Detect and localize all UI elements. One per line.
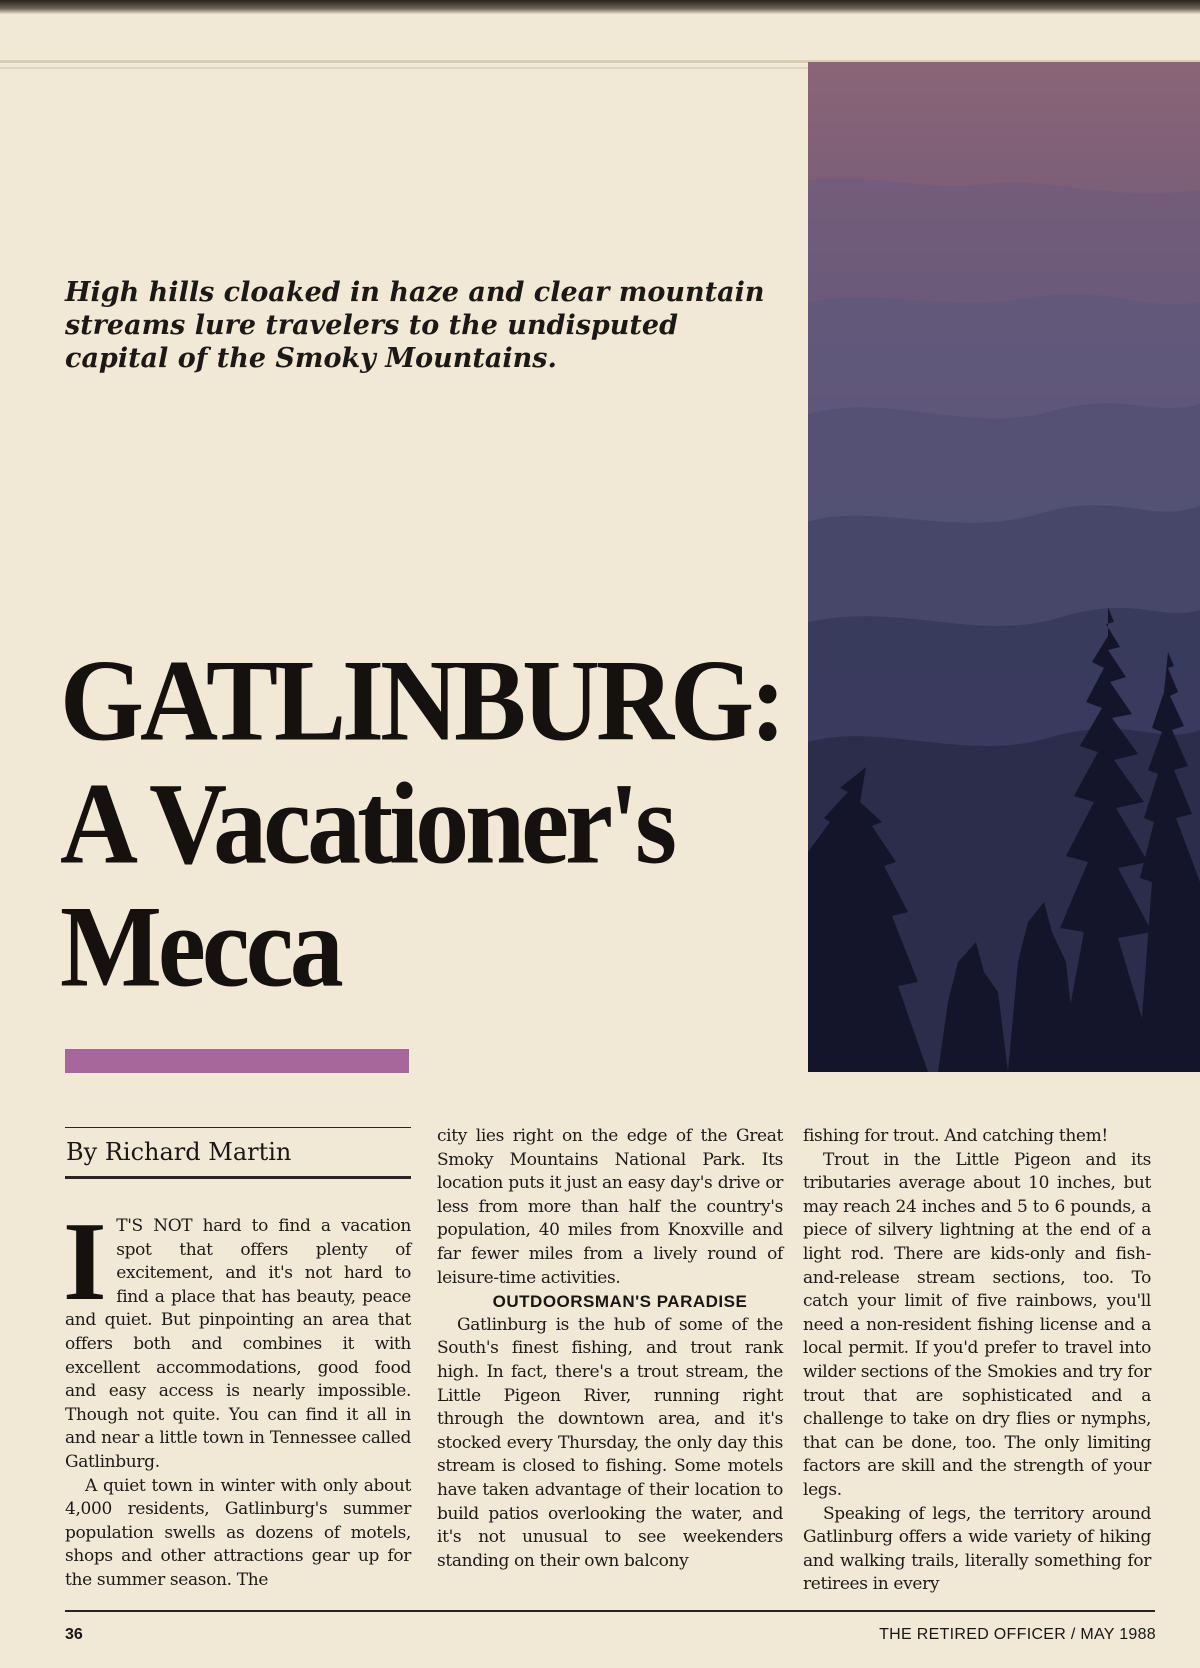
mountain-ridges-illustration	[808, 62, 1200, 1072]
section-subhead: OUTDOORSMAN'S PARADISE	[492, 1292, 748, 1312]
body-column-2	[437, 1125, 783, 1573]
headline-line-2: A Vacationer's	[60, 759, 674, 889]
page-number: 36	[65, 1626, 83, 1643]
scan-edge-shadow	[0, 0, 1200, 14]
footer-rule	[65, 1610, 1155, 1612]
paragraph-1-text: T'S NOT hard to find a vacation spot that offers plenty of excitement, and it's not hard to find a place that has beauty, peace and quiet. But pinpointing an area that offers both and combines it with excellent accommodations, good food and easy access is nearly impossible. Though not quite. You can find it all in and near a little town in Tennessee called Gatlinburg.	[65, 1216, 411, 1472]
headline-line-1: GATLINBURG:	[60, 636, 783, 766]
running-footer: THE RETIRED OFFICER / MAY 1988	[879, 1626, 1156, 1643]
paragraph-3-continued: fishing for trout. And catching them!	[803, 1126, 1108, 1146]
drop-cap: I	[63, 1200, 107, 1324]
article-headline	[60, 636, 800, 1012]
byline-bottom-rule	[65, 1176, 411, 1179]
body-column-1	[63, 1200, 411, 1593]
paragraph-2-continued: city lies right on the edge of the Great Smoky Mountains National Park. Its location puts it just an easy day's drive or less from more than half the country's population, 40 miles from Knoxville and far fewer miles from a lively round of leisure-time activities.	[437, 1126, 783, 1288]
byline-top-rule	[65, 1127, 411, 1128]
byline: By Richard Martin	[66, 1138, 292, 1166]
smoky-mountains-photo	[808, 62, 1200, 1072]
paragraph-1	[63, 1200, 411, 1475]
paragraph-5: Speaking of legs, the territory around Gatlinburg offers a wide variety of hiking and walking trails, literally something for retirees in every	[803, 1503, 1151, 1595]
headline-accent-bar	[65, 1049, 409, 1073]
headline-line-3: Mecca	[60, 883, 340, 1012]
body-column-3	[803, 1125, 1151, 1597]
paragraph-4: Trout in the Little Pigeon and its tributaries average about 10 inches, but may reach 24 inches and 5 to 6 pounds, a piece of silvery lightning at the end of a light rod. There are kids-only and fish-and-release stream sections, too. To catch your limit of five rainbows, you'll need a non-resident fishing license and a local permit. If you'd prefer to travel into wilder sections of the Smokies and try for trout that are sophisticated and a challenge to take on dry flies or nymphs, that can be done, too. The only limiting factors are skill and the strength of your legs.	[803, 1149, 1151, 1500]
article-deck: High hills cloaked in haze and clear mountain streams lure travelers to the undisputed capital of the Smoky Mountains.	[65, 277, 765, 374]
paragraph-3: Gatlinburg is the hub of some of the South's finest fishing, and trout rank high. In fact, there's a trout stream, the Little Pigeon River, running right through the downtown area, and it's stocked every Thursday, the only day this stream is closed to fishing. Some motels have taken advantage of their location to build patios overlooking the water, and it's not unusual to see weekenders standing on their own balcony	[437, 1314, 783, 1571]
paragraph-2: A quiet town in winter with only about 4,000 residents, Gatlinburg's summer population swells as dozens of motels, shops and other attractions gear up for the summer season. The	[65, 1475, 411, 1590]
